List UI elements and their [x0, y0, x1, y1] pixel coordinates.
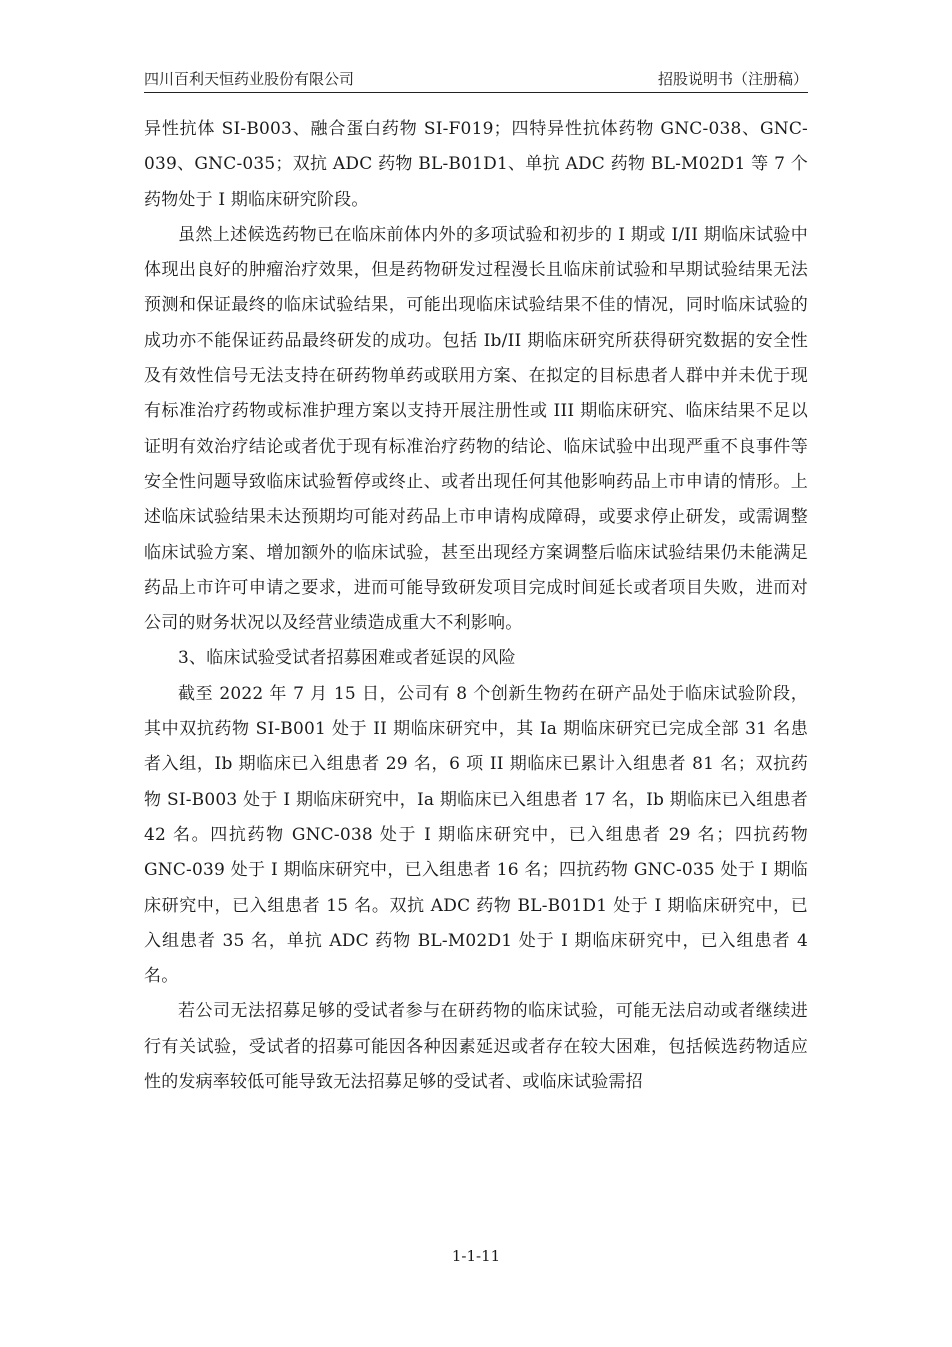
page-header [144, 66, 808, 92]
page-number: 1-1-11 [451, 1247, 501, 1265]
paragraph-risk-description: 虽然上述候选药物已在临床前体内外的多项试验和初步的 I 期或 I/II 期临床试验中体现出良好的肿瘤治疗效果，但是药物研发过程漫长且临床前试验和早期试验结果无法预测和保证最终的临床试验结果，可能出现临床试验结果不佳的情况，同时临床试验的成功亦不能保证药品最终研发的成功。包括 Ib/II 期临床研究所获得研究数据的安全性及有效性信号无法支持在研药物单药或联用方案、在拟定的目标患者人群中并未优于现有标准治疗药物或标准护理方案以支持开展注册性或 III 期临床研究、临床结果不足以证明有效治疗结论或者优于现有标准治疗药物的结论、临床试验中出现严重不良事件等安全性问题导致临床试验暂停或终止、或者出现任何其他影响药品上市申请的情形。上述临床试验结果未达预期均可能对药品上市申请构成障碍，或要求停止研发，或需调整临床试验方案、增加额外的临床试验，甚至出现经方案调整后临床试验结果仍未能满足药品上市许可申请之要求，进而可能导致研发项目完成时间延长或者项目失败，进而对公司的财务状况以及经营业绩造成重大不利影响。 [144, 224, 808, 634]
header-divider [144, 92, 808, 93]
paragraph-enrollment-status: 截至 2022 年 7 月 15 日，公司有 8 个创新生物药在研产品处于临床试验阶段，其中双抗药物 SI-B001 处于 II 期临床研究中，其 Ia 期临床研究已完成全部 31 名患者入组，Ib 期临床已入组患者 29 名，6 项 II 期临床已累计入组患者 81 名；双抗药物 SI-B003 处于 I 期临床研究中，Ia 期临床已入组患者 17 名，Ib 期临床已入组患者 42 名。四抗药物 GNC-038 处于 I 期临床研究中，已入组患者 29 名；四抗药物 GNC-039 处于 I 期临床研究中，已入组患者 16 名；四抗药物 GNC-035 处于 I 期临床研究中，已入组患者 15 名。双抗 ADC 药物 BL-B01D1 处于 I 期临床研究中，已入组患者 35 名，单抗 ADC 药物 BL-M02D1 处于 I 期临床研究中，已入组患者 4 名。 [144, 683, 808, 987]
header-document-title: 招股说明书（注册稿） [657, 70, 808, 88]
header-company-name: 四川百利天恒药业股份有限公司 [144, 70, 355, 88]
document-body [144, 112, 808, 1100]
paragraph-recruitment-risk: 若公司无法招募足够的受试者参与在研药物的临床试验，可能无法启动或者继续进行有关试验，受试者的招募可能因各种因素延迟或者存在较大困难，包括候选药物适应性的发病率较低可能导致无法招募足够的受试者、或临床试验需招 [144, 1001, 808, 1093]
paragraph-continued: 异性抗体 SI-B003、融合蛋白药物 SI-F019；四特异性抗体药物 GNC-038、GNC-039、GNC-035；双抗 ADC 药物 BL-B01D1、单抗 ADC 药物 BL-M02D1 等 7 个药物处于 I 期临床研究阶段。 [144, 119, 808, 210]
section-heading: 3、临床试验受试者招募困难或者延误的风险 [178, 648, 516, 669]
